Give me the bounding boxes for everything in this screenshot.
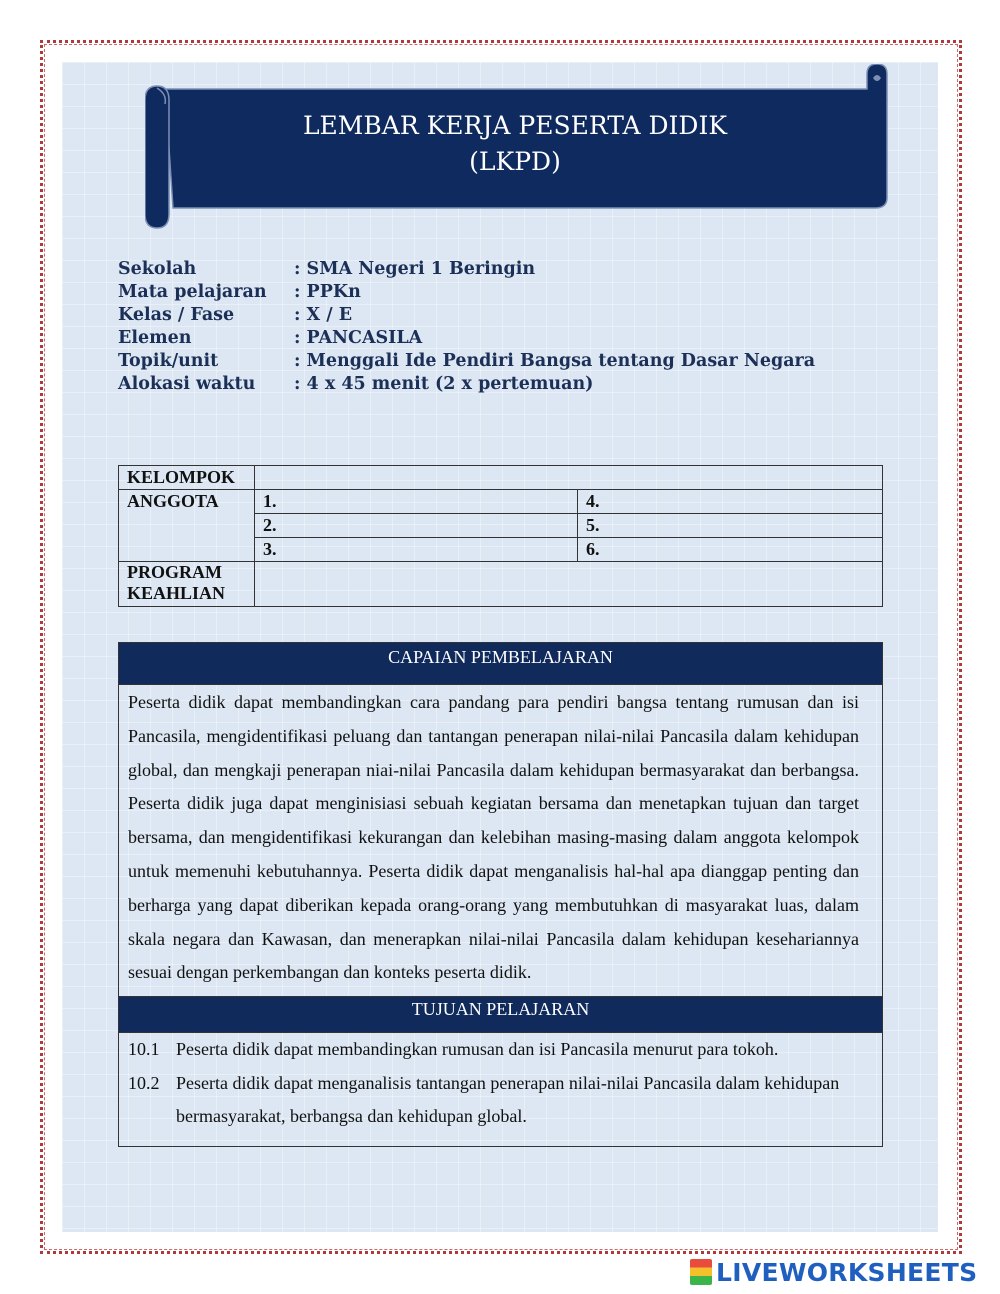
info-value: : PANCASILA [294, 328, 423, 348]
member-cell-5[interactable]: 5. [578, 514, 883, 538]
table-row [119, 997, 883, 1033]
table-row [119, 562, 883, 607]
table-row [119, 1033, 883, 1147]
group-table [118, 465, 883, 607]
member-cell-3[interactable]: 3. [255, 538, 578, 562]
info-value: : PPKn [294, 282, 361, 302]
member-cell-6[interactable]: 6. [578, 538, 883, 562]
info-value: : 4 x 45 menit (2 x pertemuan) [294, 374, 594, 394]
member-cell-1[interactable]: 1. [255, 490, 578, 514]
kelompok-input[interactable] [255, 466, 883, 490]
program-label-line-2: KEAHLIAN [127, 583, 226, 603]
info-value: : SMA Negeri 1 Beringin [294, 259, 536, 279]
program-input[interactable] [255, 562, 883, 607]
goal-text: Peserta didik dapat membandingkan rumusan dan isi Pancasila menurut para tokoh. [176, 1039, 779, 1060]
capaian-heading: CAPAIAN PEMBELAJARAN [119, 643, 883, 685]
page-title [165, 108, 865, 180]
program-label [119, 562, 255, 607]
info-row-sekolah [118, 258, 815, 281]
logo-text: LIVEWORKSHEETS [716, 1257, 978, 1287]
info-label: Mata pelajaran [118, 282, 267, 302]
member-cell-4[interactable]: 4. [578, 490, 883, 514]
goal-text: Peserta didik dapat menganalisis tantangan penerapan nilai-nilai Pancasila dalam kehidupan bermasyarakat, berbangsa dan kehidupan global. [176, 1072, 840, 1127]
liveworksheets-logo [690, 1258, 977, 1286]
anggota-label: ANGGOTA [119, 490, 255, 562]
info-label: Alokasi waktu [118, 374, 256, 394]
table-row [119, 466, 883, 490]
info-row-elemen [118, 327, 815, 350]
goal-number: 10.2 [128, 1072, 160, 1093]
info-label: Elemen [118, 328, 192, 348]
info-value: : Menggali Ide Pendiri Bangsa tentang Dasar Negara [294, 351, 816, 371]
logo-icon [690, 1259, 712, 1285]
tujuan-body [119, 1033, 883, 1147]
goal-number: 10.1 [128, 1039, 160, 1060]
info-row-topik [118, 350, 815, 373]
list-item [128, 1067, 859, 1134]
member-cell-2[interactable]: 2. [255, 514, 578, 538]
title-line-2: (LKPD) [469, 147, 561, 176]
info-row-kelas [118, 304, 815, 327]
list-item [128, 1033, 859, 1067]
info-label: Kelas / Fase [118, 305, 235, 325]
info-value: : X / E [294, 305, 353, 325]
table-row [119, 490, 883, 514]
info-label: Topik/unit [118, 351, 219, 371]
table-row [119, 685, 883, 997]
capaian-text: Peserta didik dapat membandingkan cara pandang para pendiri bangsa tentang rumusan dan isi Pancasila, mengidentifikasi peluang dan tantangan penerapan nilai-nilai Pancasila dalam kehidupan global, dan mengkaji penerapan niai-nilai Pancasila dalam kehidupan bermasyarakat dan berbangsa. Peserta didik juga dapat menginisiasi sebuah kegiatan bersama dan menetapkan tujuan dan target bersama, dan mengidentifikasi kekurangan dan kelebihan masing-masing dalam anggota kelompok untuk memenuhi kebutuhannya. Peserta didik dapat menganalisis hal-hal apa dianggap penting dan berharga yang dapat diberikan kepada orang-orang yang membutuhkan di masyarakat luas, dalam skala negara dan Kawasan, dan menerapkan nilai-nilai Pancasila dalam kehidupan kesehariannya sesuai dengan perkembangan dan konteks peserta didik. [119, 685, 883, 997]
info-row-mapel [118, 281, 815, 304]
title-line-1: LEMBAR KERJA PESERTA DIDIK [302, 111, 728, 140]
tujuan-heading: TUJUAN PELAJARAN [119, 997, 883, 1033]
info-label: Sekolah [118, 259, 197, 279]
program-label-line-1: PROGRAM [127, 562, 222, 582]
kelompok-label: KELOMPOK [119, 466, 255, 490]
identity-info [118, 258, 815, 396]
info-row-alokasi [118, 373, 815, 396]
table-row [119, 643, 883, 685]
learning-outcomes-table [118, 642, 883, 1147]
